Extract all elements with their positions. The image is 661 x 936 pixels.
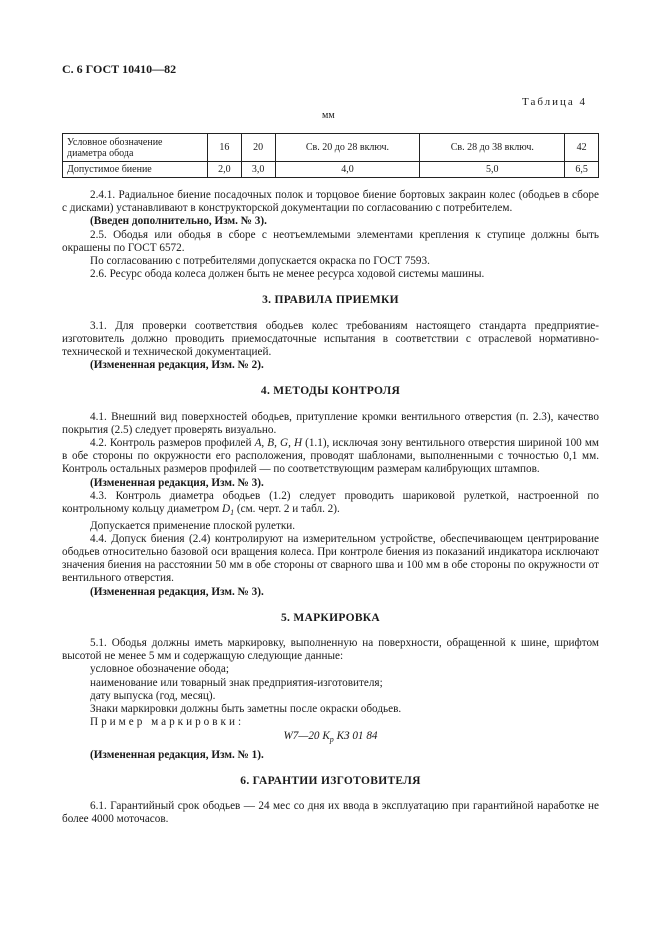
table-unit: мм	[322, 110, 335, 121]
table-cell: 5,0	[420, 162, 565, 178]
paragraph-2-6: 2.6. Ресурс обода колеса должен быть не менее ресурса ходовой системы машины.	[90, 268, 485, 281]
marking-example	[62, 730, 599, 746]
amendment-note: (Измененная редакция, Изм. № 1).	[90, 748, 264, 761]
paragraph-2-4-1: 2.4.1. Радиальное биение посадочных полок и торцовое биение бортовых закраин колес (ободьев в сборе с дисками) устанавливают в конструкторской документации по согласованию с потребителем.	[62, 189, 599, 215]
profile-letters: A, B, G, H	[254, 437, 303, 450]
paragraph-2-5-note: По согласованию с потребителями допускается окраска по ГОСТ 7593.	[90, 255, 430, 268]
paragraph-6-1: 6.1. Гарантийный срок ободьев — 24 мес со дня их ввода в эксплуатацию при гарантийной наработке не более 4000 моточасов.	[62, 800, 599, 826]
text-span: КЗ 01 84	[333, 730, 378, 743]
table-row	[63, 162, 599, 178]
table-row-label: Условное обозначение диаметра обода	[63, 134, 208, 162]
table-caption: Таблица 4	[522, 96, 588, 108]
paragraph-2-5: 2.5. Ободья или ободья в сборе с неотъемлемыми элементами крепления к ступице должны быть окрашены по ГОСТ 6572.	[62, 228, 599, 254]
section-heading-5: 5. МАРКИРОВКА	[280, 611, 381, 624]
list-item: условное обозначение обода;	[90, 663, 229, 676]
text-span: (см. черт. 2 и табл. 2).	[236, 503, 340, 516]
subscript: 1	[230, 508, 235, 518]
text-span: 4.2. Контроль размеров профилей	[90, 437, 252, 450]
paragraph-5-1: 5.1. Ободья должны иметь маркировку, выполненную на поверхности, обращенной к шине, шрифтом высотой не менее 5 мм и содержащую следующие данные:	[62, 636, 599, 663]
table-cell: 2,0	[208, 162, 242, 178]
list-item: наименование или товарный знак предприятия-изготовителя;	[90, 676, 383, 689]
section-heading-6: 6. ГАРАНТИИ ИЗГОТОВИТЕЛЯ	[240, 774, 421, 787]
diameter-symbol	[221, 503, 235, 518]
text-span: W7—20 K	[283, 730, 330, 743]
document-body	[62, 189, 599, 827]
table-cell: 3,0	[241, 162, 275, 178]
paragraph-4-2	[62, 437, 599, 477]
paragraph-5-1-note: Знаки маркировки должны быть заметны после окраски ободьев.	[90, 702, 402, 715]
text-span: 4.3. Контроль диаметра ободьев (1.2) следует проводить шариковой рулеткой, настроенной по контрольному кольцу диаметром	[62, 489, 599, 516]
table-cell: 42	[565, 134, 599, 162]
paragraph-4-4: 4.4. Допуск биения (2.4) контролируют на измерительном устройстве, обеспечивающем центрирование ободьев относительно базовой оси вращения колеса. При контроле биения из показаний индикатора исключают значения биения на расстоянии 50 мм в обе стороны от сварного шва и 100 мм в обе стороны по окружности от вентильного отверстия.	[62, 532, 599, 585]
section-heading-3: 3. ПРАВИЛА ПРИЕМКИ	[262, 294, 399, 307]
table-cell: Св. 20 до 28 включ.	[275, 134, 420, 162]
example-label: Пример маркировки:	[90, 716, 245, 729]
table-row-label: Допустимое биение	[63, 162, 208, 178]
amendment-note: (Измененная редакция, Изм. № 3).	[90, 476, 264, 489]
table-cell: 4,0	[275, 162, 420, 178]
page-header: С. 6 ГОСТ 10410—82	[62, 62, 177, 76]
table-cell: 6,5	[565, 162, 599, 178]
table-row	[63, 134, 599, 162]
paragraph-4-3-note: Допускается применение плоской рулетки.	[90, 519, 296, 532]
paragraph-4-3	[62, 490, 599, 520]
table-4	[62, 133, 599, 178]
list-item: дату выпуска (год, месяц).	[90, 689, 216, 702]
amendment-note: (Измененная редакция, Изм. № 2).	[90, 359, 264, 372]
paragraph-4-1: 4.1. Внешний вид поверхностей ободьев, притупление кромки вентильного отверстия (п. 2.3), качество покрытия (2.5) следует проверять визуально.	[62, 410, 599, 436]
table-cell: 20	[241, 134, 275, 162]
amendment-note: (Введен дополнительно, Изм. № 3).	[90, 215, 267, 228]
amendment-note: (Измененная редакция, Изм. № 3).	[90, 585, 264, 598]
table-cell: 16	[208, 134, 242, 162]
table-cell: Св. 28 до 38 включ.	[420, 134, 565, 162]
symbol: D	[221, 503, 231, 516]
section-heading-4: 4. МЕТОДЫ КОНТРОЛЯ	[260, 385, 401, 398]
subscript: р	[329, 735, 334, 745]
paragraph-3-1: 3.1. Для проверки соответствия ободьев колес требованиям настоящего стандарта предприятие-изготовитель должно проводить приемосдаточные испытания в соответствии с отраслевой нормативно-технической и технической документацией.	[62, 319, 599, 359]
text-span: (1.1), исключая зону вентильного отверстия шириной 100 мм в обе стороны по окружности его расположения, проводят шаблонами, выполненными с точностью 0,1 мм. Контроль остальных размеров профилей — по соответствующим размерам калибрующих штампов.	[62, 437, 600, 476]
